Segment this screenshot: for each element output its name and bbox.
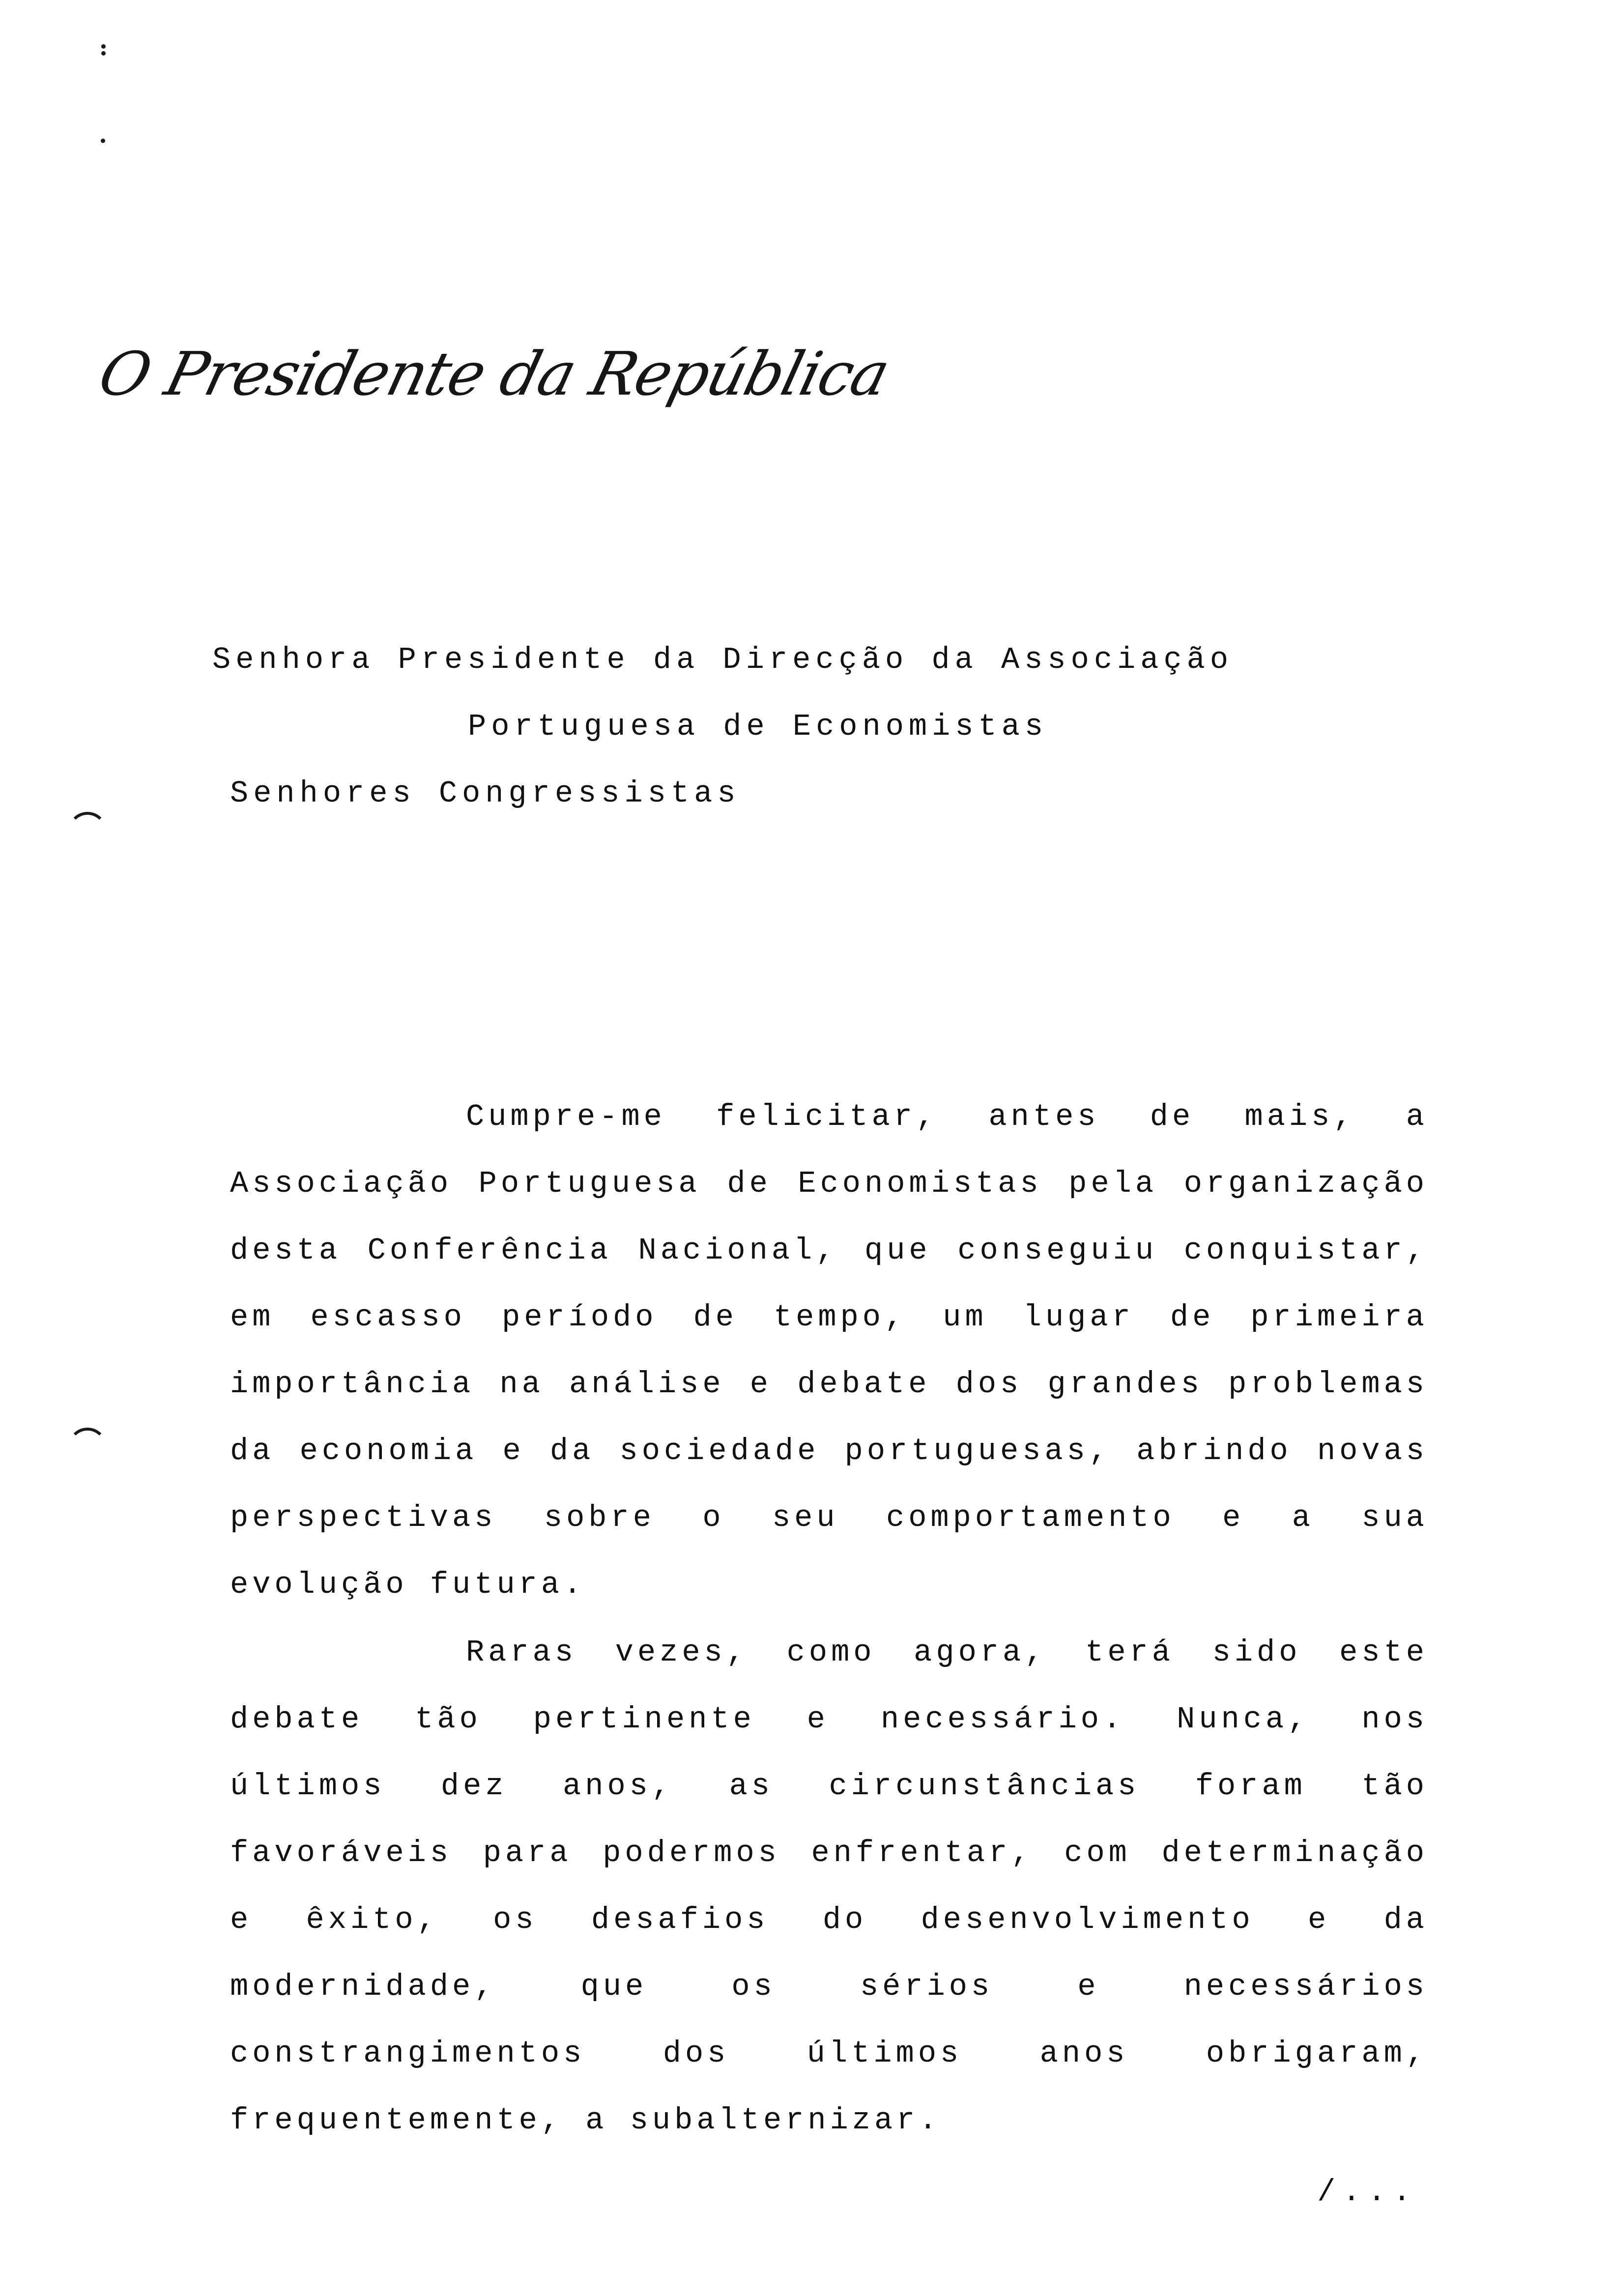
paragraph-text: Cumpre-me felicitar, antes de mais, a Associação Portuguesa de Economistas pela organização desta Conferência Nacional, que conseguiu conquistar, em escasso período de tempo, um lugar de primeira importância na análise e debate dos grandes problemas da economia e da sociedade portuguesas, abrindo novas perspectivas sobre o seu comportamento e a sua evolução futura. [230, 1099, 1428, 1602]
scan-dot-top [101, 44, 106, 49]
letterhead-title: O Presidente da República [92, 339, 896, 409]
scan-dot-top-lower [101, 51, 106, 56]
continuation-marker: /... [1317, 2175, 1418, 2210]
scan-dot-mark [101, 139, 105, 143]
body-paragraph [230, 1084, 1428, 1618]
punch-hole-mark-lower [68, 1428, 107, 1467]
salutation-line: Senhores Congressistas [230, 776, 741, 811]
body-paragraph [230, 1619, 1428, 2154]
salutation-block [212, 627, 1490, 827]
salutation-line: Portuguesa de Economistas [468, 709, 1048, 744]
paragraph-text: Raras vezes, como agora, terá sido este debate tão pertinente e necessário. Nunca, nos últimos dez anos, as circunstâncias foram tão favoráveis para podermos enfrentar, com determinação e êxito, os desafios do desenvolvimento e da modernidade, que os sérios e necessários constrangimentos dos últimos anos obrigaram, frequentemente, a subalternizar. [230, 1635, 1428, 2138]
punch-hole-mark-upper [68, 812, 107, 851]
salutation-line: Senhora Presidente da Direcção da Associação [212, 642, 1234, 677]
